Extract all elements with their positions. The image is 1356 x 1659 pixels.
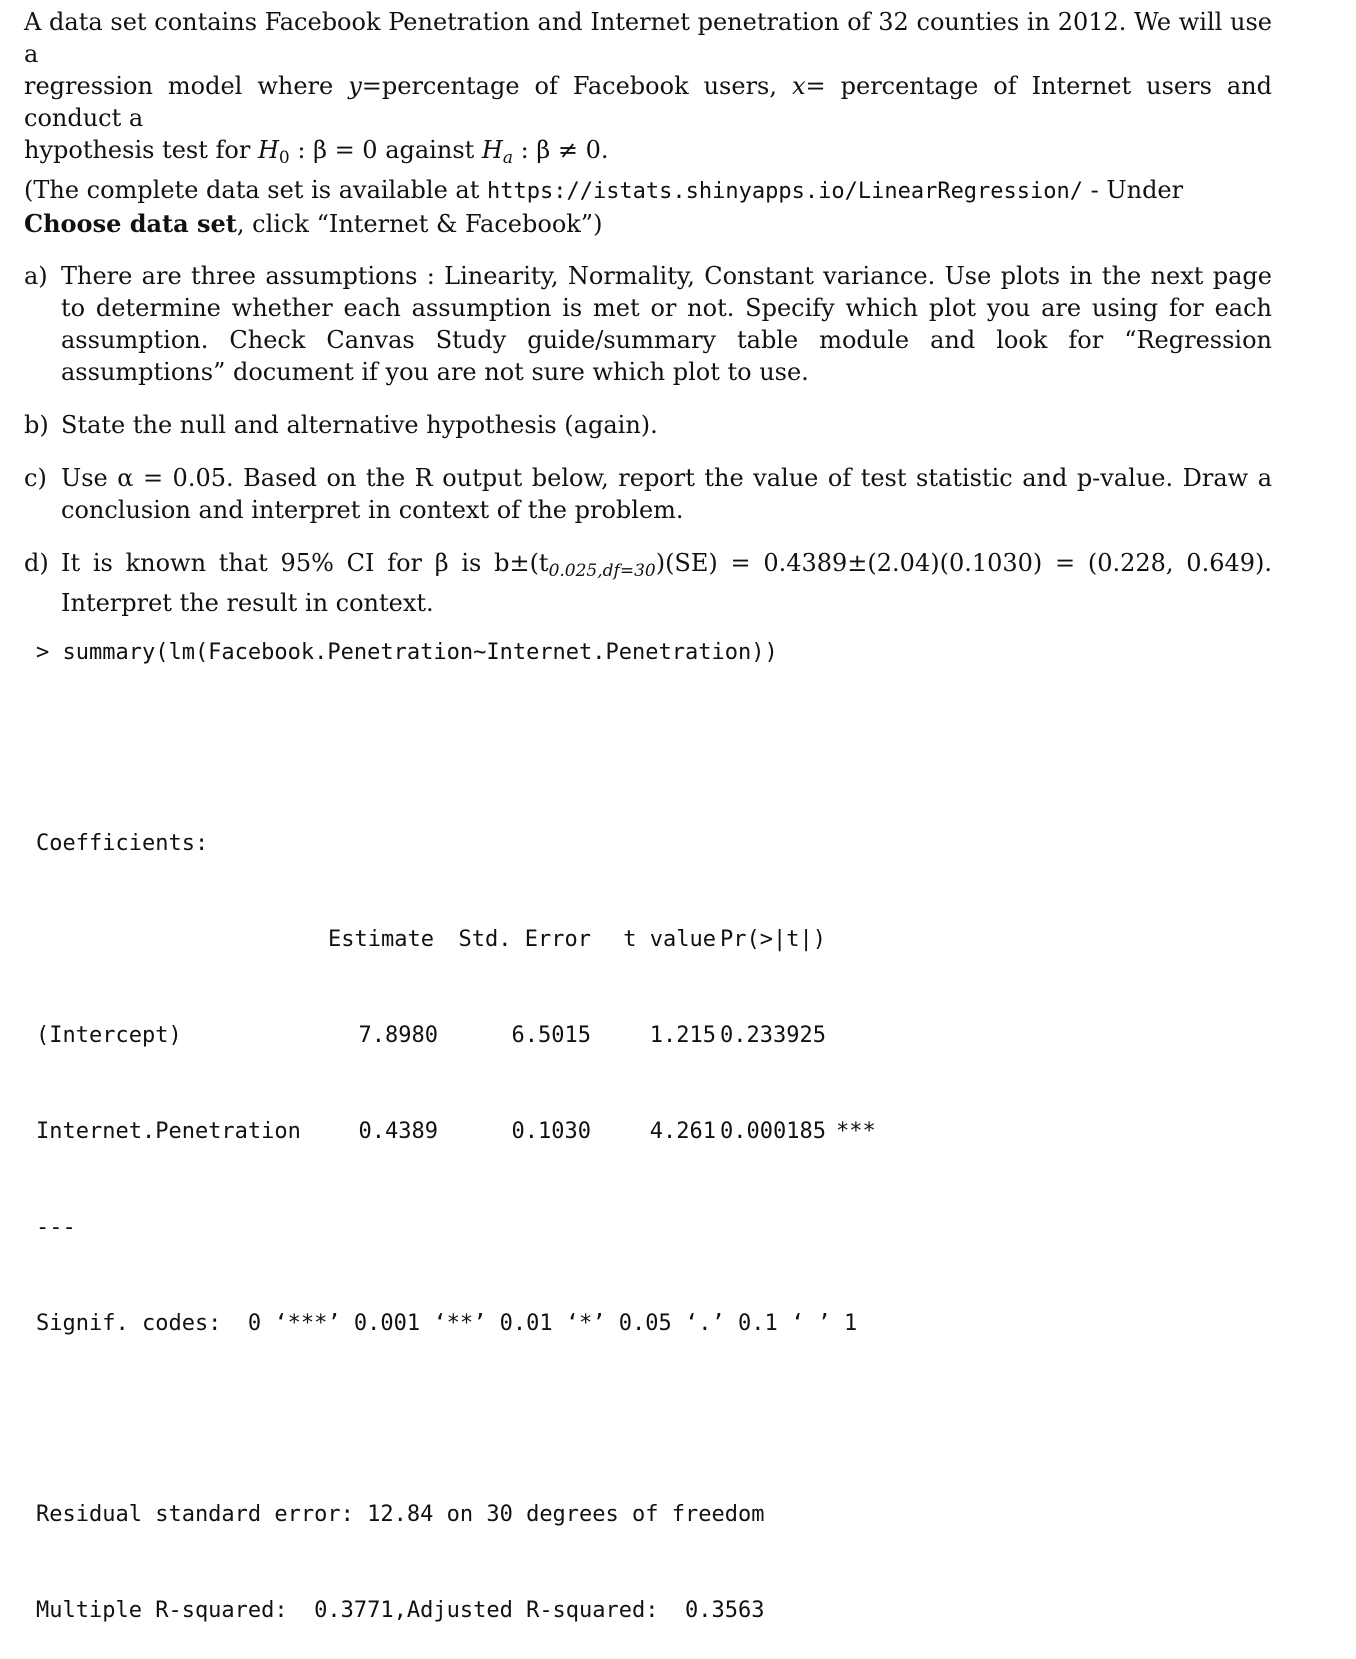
r-command: > summary(lm(Facebook.Penetration~Internet.Penetration)) bbox=[36, 640, 778, 665]
col-p-value: Pr(>|t|) bbox=[720, 927, 826, 952]
signif-codes: Signif. codes: 0 ‘***’ 0.001 ‘**’ 0.01 ‘*’ 0.05 ‘.’ 0.1 ‘ ’ 1 bbox=[36, 1311, 858, 1336]
col-estimate: Estimate bbox=[328, 927, 434, 952]
r-squared: Multiple R-squared: 0.3771,Adjusted R-squared: 0.3563 bbox=[36, 1598, 765, 1623]
col-t-value: t value bbox=[623, 927, 716, 952]
col-std-error: Std. Error bbox=[458, 927, 591, 952]
residual-standard-error: Residual standard error: 12.84 on 30 degrees of freedom bbox=[36, 1502, 765, 1527]
table-row: (Intercept) 7.8980 6.5015 1.215 0.233925 bbox=[36, 1023, 826, 1048]
coef-table-header bbox=[36, 924, 896, 956]
question-label: d) bbox=[24, 549, 49, 577]
separator: --- bbox=[36, 1215, 76, 1240]
intro-line-3: hypothesis test for $H_0$ : β = 0 against $H_a$ : β ≠ 0. bbox=[24, 136, 609, 168]
question-text: There are three assumptions : Linearity, Normality, Constant variance. Use plots in the next page to determine whether each assumption is met or not. Specify which plot you are using for each assumption. Check Canvas Study guide/summary table module and look for “Regression assumptions” document if you are not sure which plot to use. bbox=[61, 262, 1272, 386]
intro-line-2: regression model where y=percentage of Facebook users, x= percentage of Internet users and conduct a bbox=[24, 72, 1272, 132]
question-text: State the null and alternative hypothesis (again). bbox=[61, 411, 658, 439]
intro-line-1: A data set contains Facebook Penetration and Internet penetration of 32 counties in 2012. We will use a bbox=[24, 8, 1272, 68]
coefficients-heading: Coefficients: bbox=[36, 831, 209, 856]
question-b bbox=[24, 409, 1272, 441]
question-list bbox=[24, 260, 1272, 619]
question-label: b) bbox=[24, 411, 49, 439]
problem-intro bbox=[24, 6, 1272, 240]
question-text: Use α = 0.05. Based on the R output below, report the value of test statistic and p-value. Draw a conclusion and interpret in context of the problem. bbox=[61, 464, 1272, 524]
question-label: a) bbox=[24, 262, 48, 290]
signif-stars: *** bbox=[836, 1119, 876, 1144]
dataset-url: https://istats.shinyapps.io/LinearRegression/ bbox=[486, 179, 1084, 204]
intro-line-4: (The complete data set is available at https://istats.shinyapps.io/LinearRegression/ - Under bbox=[24, 176, 1184, 204]
r-output-block bbox=[36, 573, 896, 1659]
table-row: Internet.Penetration 0.4389 0.1030 4.261 0.000185 *** bbox=[36, 1116, 896, 1148]
intro-line-5: Choose data set, click “Internet & Facebook”) bbox=[24, 209, 603, 238]
document-page bbox=[24, 6, 1272, 640]
question-text: It is known that 95% CI for β is $b\pm(t_{0.025,df=30})(SE) = 0.4389\pm(2.04)(0.1030) = (0.228$, 0.649). Interpret the result in context. bbox=[61, 549, 1272, 617]
question-a bbox=[24, 260, 1272, 388]
question-label: c) bbox=[24, 464, 47, 492]
question-c bbox=[24, 462, 1272, 526]
